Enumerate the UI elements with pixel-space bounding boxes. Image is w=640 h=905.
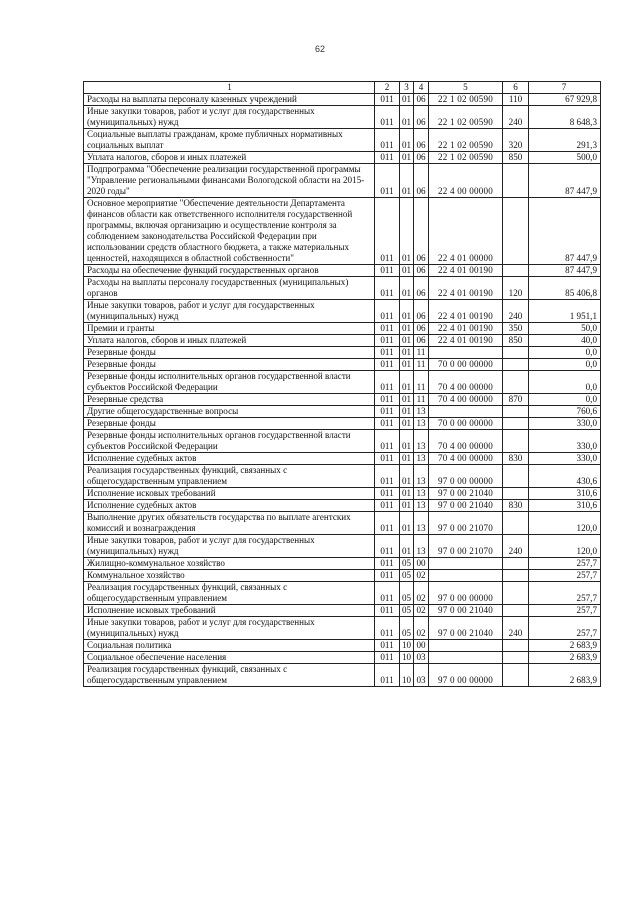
row-code-section: 05 <box>400 570 414 582</box>
row-code-expense-type <box>503 512 529 535</box>
row-amount: 257,7 <box>529 582 601 605</box>
row-code-section: 05 <box>400 558 414 570</box>
row-code-section: 01 <box>400 359 414 371</box>
row-code-subsection: 03 <box>414 664 429 687</box>
row-amount: 257,7 <box>529 605 601 617</box>
row-amount: 40,0 <box>529 335 601 347</box>
row-code-subsection: 06 <box>414 129 429 152</box>
row-code-expense-type: 830 <box>503 500 529 512</box>
table-header-row <box>84 82 601 94</box>
row-code-subsection: 11 <box>414 347 429 359</box>
row-code-section: 01 <box>400 371 414 394</box>
table-row <box>84 94 601 106</box>
column-header: 3 <box>400 82 414 94</box>
row-description: Иные закупки товаров, работ и услуг для государственных (муниципальных) нужд <box>84 300 375 323</box>
row-code-section: 01 <box>400 430 414 453</box>
row-code-admin: 011 <box>375 430 400 453</box>
row-code-subsection: 11 <box>414 359 429 371</box>
row-code-subsection: 00 <box>414 558 429 570</box>
row-code-target: 22 1 02 00590 <box>429 152 503 164</box>
row-description: Резервные фонды <box>84 359 375 371</box>
row-amount: 67 929,8 <box>529 94 601 106</box>
row-code-admin: 011 <box>375 300 400 323</box>
row-code-expense-type: 240 <box>503 300 529 323</box>
table-row <box>84 558 601 570</box>
table-row <box>84 323 601 335</box>
row-code-section: 01 <box>400 335 414 347</box>
row-code-admin: 011 <box>375 152 400 164</box>
row-code-expense-type: 240 <box>503 535 529 558</box>
row-code-expense-type <box>503 347 529 359</box>
row-code-expense-type <box>503 265 529 277</box>
row-code-admin: 011 <box>375 129 400 152</box>
row-code-subsection: 06 <box>414 152 429 164</box>
row-code-expense-type <box>503 198 529 265</box>
column-header: 4 <box>414 82 429 94</box>
row-description: Исполнение исковых требований <box>84 488 375 500</box>
row-code-subsection: 06 <box>414 300 429 323</box>
table-row <box>84 465 601 488</box>
table-body <box>84 94 601 687</box>
row-code-target: 22 4 01 00190 <box>429 335 503 347</box>
row-description: Иные закупки товаров, работ и услуг для государственных (муниципальных) нужд <box>84 535 375 558</box>
row-description: Выполнение других обязательств государства по выплате агентских комиссий и вознаграждения <box>84 512 375 535</box>
row-code-admin: 011 <box>375 558 400 570</box>
table-row <box>84 265 601 277</box>
page-number: 62 <box>314 44 325 54</box>
row-description: Реализация государственных функций, связанных с общегосударственным управлением <box>84 664 375 687</box>
row-code-subsection: 13 <box>414 430 429 453</box>
row-code-section: 01 <box>400 453 414 465</box>
row-amount: 2 683,9 <box>529 664 601 687</box>
row-description: Реализация государственных функций, связанных с общегосударственным управлением <box>84 465 375 488</box>
row-code-target <box>429 652 503 664</box>
row-description: Резервные фонды <box>84 347 375 359</box>
row-code-admin: 011 <box>375 106 400 129</box>
column-header: 1 <box>84 82 375 94</box>
row-code-section: 10 <box>400 640 414 652</box>
row-code-section: 01 <box>400 465 414 488</box>
row-code-section: 01 <box>400 394 414 406</box>
row-description: Социальное обеспечение населения <box>84 652 375 664</box>
table-row <box>84 394 601 406</box>
column-header: 2 <box>375 82 400 94</box>
row-code-expense-type: 870 <box>503 394 529 406</box>
row-amount: 0,0 <box>529 359 601 371</box>
row-code-target: 22 4 01 00190 <box>429 277 503 300</box>
row-description: Основное мероприятие "Обеспечение деятельности Департамента финансов области как ответственного исполнителя государственной программы, включая организацию и осуществление контроля за соблюдением законодательства Российской Федерации при использовании средств областного бюджета, а также материальных ценностей, находящихся в областной собственности" <box>84 198 375 265</box>
table-row <box>84 535 601 558</box>
row-description: Резервные фонды исполнительных органов государственной власти субъектов Российской Федерации <box>84 430 375 453</box>
row-description: Уплата налогов, сборов и иных платежей <box>84 152 375 164</box>
table-row <box>84 418 601 430</box>
row-description: Уплата налогов, сборов и иных платежей <box>84 335 375 347</box>
row-code-expense-type <box>503 664 529 687</box>
row-code-target: 70 0 00 00000 <box>429 418 503 430</box>
row-code-target: 97 0 00 00000 <box>429 664 503 687</box>
row-code-admin: 011 <box>375 347 400 359</box>
row-code-expense-type: 110 <box>503 94 529 106</box>
table-row <box>84 335 601 347</box>
row-code-admin: 011 <box>375 652 400 664</box>
row-code-admin: 011 <box>375 512 400 535</box>
table-row <box>84 106 601 129</box>
row-amount: 1 951,1 <box>529 300 601 323</box>
row-code-admin: 011 <box>375 198 400 265</box>
table-row <box>84 277 601 300</box>
row-code-section: 01 <box>400 347 414 359</box>
row-code-subsection: 06 <box>414 106 429 129</box>
row-code-section: 01 <box>400 323 414 335</box>
row-code-admin: 011 <box>375 359 400 371</box>
row-code-subsection: 13 <box>414 418 429 430</box>
row-code-expense-type <box>503 371 529 394</box>
table-row <box>84 347 601 359</box>
row-amount: 87 447,9 <box>529 265 601 277</box>
row-description: Расходы на обеспечение функций государственных органов <box>84 265 375 277</box>
row-code-target: 70 0 00 00000 <box>429 359 503 371</box>
row-code-expense-type <box>503 582 529 605</box>
row-code-admin: 011 <box>375 640 400 652</box>
row-description: Премии и гранты <box>84 323 375 335</box>
row-code-admin: 011 <box>375 164 400 198</box>
row-code-section: 01 <box>400 512 414 535</box>
table-row <box>84 500 601 512</box>
row-code-target: 97 0 00 00000 <box>429 465 503 488</box>
row-code-subsection: 02 <box>414 605 429 617</box>
row-amount: 2 683,9 <box>529 652 601 664</box>
row-code-subsection: 13 <box>414 535 429 558</box>
row-code-expense-type: 830 <box>503 453 529 465</box>
row-code-section: 01 <box>400 406 414 418</box>
row-code-subsection: 00 <box>414 640 429 652</box>
row-code-target: 97 0 00 21070 <box>429 512 503 535</box>
row-code-admin: 011 <box>375 406 400 418</box>
row-description: Исполнение судебных актов <box>84 453 375 465</box>
row-code-section: 01 <box>400 300 414 323</box>
column-header: 7 <box>529 82 601 94</box>
row-code-subsection: 11 <box>414 371 429 394</box>
row-description: Социальные выплаты гражданам, кроме публичных нормативных социальных выплат <box>84 129 375 152</box>
table-row <box>84 300 601 323</box>
table-row <box>84 430 601 453</box>
row-code-subsection: 13 <box>414 512 429 535</box>
row-code-subsection: 13 <box>414 406 429 418</box>
table-row <box>84 406 601 418</box>
row-code-admin: 011 <box>375 265 400 277</box>
row-description: Резервные средства <box>84 394 375 406</box>
row-amount: 330,0 <box>529 418 601 430</box>
row-code-subsection: 02 <box>414 582 429 605</box>
row-amount: 330,0 <box>529 453 601 465</box>
row-code-section: 05 <box>400 605 414 617</box>
row-amount: 0,0 <box>529 347 601 359</box>
table-row <box>84 164 601 198</box>
row-code-expense-type: 350 <box>503 323 529 335</box>
row-code-subsection: 11 <box>414 394 429 406</box>
row-code-target: 22 1 02 00590 <box>429 129 503 152</box>
row-code-expense-type <box>503 406 529 418</box>
row-description: Иные закупки товаров, работ и услуг для государственных (муниципальных) нужд <box>84 106 375 129</box>
row-description: Расходы на выплаты персоналу казенных учреждений <box>84 94 375 106</box>
row-amount: 330,0 <box>529 430 601 453</box>
row-code-target: 22 4 01 00190 <box>429 265 503 277</box>
row-amount: 120,0 <box>529 535 601 558</box>
row-code-admin: 011 <box>375 277 400 300</box>
row-amount: 500,0 <box>529 152 601 164</box>
row-code-target: 97 0 00 00000 <box>429 582 503 605</box>
row-code-target <box>429 406 503 418</box>
table-row <box>84 640 601 652</box>
row-description: Жилищно-коммунальное хозяйство <box>84 558 375 570</box>
row-code-admin: 011 <box>375 500 400 512</box>
row-description: Резервные фонды исполнительных органов государственной власти субъектов Российской Федерации <box>84 371 375 394</box>
row-amount: 87 447,9 <box>529 198 601 265</box>
row-code-section: 01 <box>400 500 414 512</box>
row-code-section: 01 <box>400 198 414 265</box>
budget-table <box>83 81 601 687</box>
column-header: 6 <box>503 82 529 94</box>
table-row <box>84 582 601 605</box>
row-amount: 50,0 <box>529 323 601 335</box>
row-code-expense-type <box>503 418 529 430</box>
table-row <box>84 488 601 500</box>
row-code-subsection: 06 <box>414 323 429 335</box>
row-code-target: 22 1 02 00590 <box>429 106 503 129</box>
row-code-admin: 011 <box>375 323 400 335</box>
table-row <box>84 605 601 617</box>
row-code-admin: 011 <box>375 582 400 605</box>
table-row <box>84 152 601 164</box>
row-code-expense-type <box>503 164 529 198</box>
row-code-section: 10 <box>400 652 414 664</box>
table-row <box>84 512 601 535</box>
row-code-section: 01 <box>400 152 414 164</box>
table-row <box>84 371 601 394</box>
table-row <box>84 570 601 582</box>
row-code-target: 70 4 00 00000 <box>429 430 503 453</box>
row-code-expense-type <box>503 488 529 500</box>
row-amount: 120,0 <box>529 512 601 535</box>
table-row <box>84 664 601 687</box>
row-code-expense-type: 850 <box>503 335 529 347</box>
row-code-section: 01 <box>400 164 414 198</box>
row-code-subsection: 13 <box>414 500 429 512</box>
row-code-section: 01 <box>400 418 414 430</box>
row-code-admin: 011 <box>375 465 400 488</box>
row-amount: 257,7 <box>529 570 601 582</box>
row-code-admin: 011 <box>375 664 400 687</box>
row-code-subsection: 02 <box>414 617 429 640</box>
row-code-target <box>429 347 503 359</box>
row-code-target <box>429 570 503 582</box>
row-code-target: 22 1 02 00590 <box>429 94 503 106</box>
row-code-section: 01 <box>400 94 414 106</box>
row-code-subsection: 13 <box>414 488 429 500</box>
row-code-expense-type: 120 <box>503 277 529 300</box>
row-code-expense-type <box>503 430 529 453</box>
table-row <box>84 453 601 465</box>
row-code-admin: 011 <box>375 335 400 347</box>
row-code-target: 22 4 00 00000 <box>429 164 503 198</box>
row-code-section: 01 <box>400 535 414 558</box>
row-code-subsection: 06 <box>414 164 429 198</box>
row-amount: 0,0 <box>529 394 601 406</box>
row-amount: 310,6 <box>529 500 601 512</box>
row-code-admin: 011 <box>375 570 400 582</box>
row-code-target: 70 4 00 00000 <box>429 371 503 394</box>
row-description: Коммунальное хозяйство <box>84 570 375 582</box>
row-amount: 257,7 <box>529 617 601 640</box>
table-row <box>84 198 601 265</box>
row-code-expense-type <box>503 558 529 570</box>
row-code-admin: 011 <box>375 453 400 465</box>
row-description: Реализация государственных функций, связанных с общегосударственным управлением <box>84 582 375 605</box>
row-description: Резервные фонды <box>84 418 375 430</box>
row-code-subsection: 06 <box>414 198 429 265</box>
row-code-admin: 011 <box>375 94 400 106</box>
row-code-subsection: 02 <box>414 570 429 582</box>
row-code-section: 01 <box>400 129 414 152</box>
row-description: Исполнение исковых требований <box>84 605 375 617</box>
row-code-expense-type <box>503 465 529 488</box>
row-amount: 87 447,9 <box>529 164 601 198</box>
row-code-admin: 011 <box>375 371 400 394</box>
row-code-admin: 011 <box>375 535 400 558</box>
row-description: Социальная политика <box>84 640 375 652</box>
row-code-section: 10 <box>400 664 414 687</box>
row-code-subsection: 06 <box>414 277 429 300</box>
row-code-target: 97 0 00 21040 <box>429 488 503 500</box>
row-code-section: 05 <box>400 582 414 605</box>
row-code-target <box>429 558 503 570</box>
row-code-target <box>429 640 503 652</box>
table-row <box>84 129 601 152</box>
row-code-subsection: 03 <box>414 652 429 664</box>
row-code-subsection: 06 <box>414 94 429 106</box>
row-code-section: 01 <box>400 277 414 300</box>
row-description: Иные закупки товаров, работ и услуг для государственных (муниципальных) нужд <box>84 617 375 640</box>
column-header: 5 <box>429 82 503 94</box>
row-code-target: 97 0 00 21040 <box>429 617 503 640</box>
row-amount: 430,6 <box>529 465 601 488</box>
row-code-admin: 011 <box>375 617 400 640</box>
row-code-expense-type: 850 <box>503 152 529 164</box>
row-code-subsection: 06 <box>414 265 429 277</box>
row-code-expense-type: 240 <box>503 617 529 640</box>
table-row <box>84 652 601 664</box>
row-code-expense-type: 240 <box>503 106 529 129</box>
row-code-subsection: 13 <box>414 465 429 488</box>
row-code-admin: 011 <box>375 605 400 617</box>
row-amount: 310,6 <box>529 488 601 500</box>
row-code-target: 22 4 01 00000 <box>429 198 503 265</box>
row-amount: 8 648,3 <box>529 106 601 129</box>
row-description: Исполнение судебных актов <box>84 500 375 512</box>
row-amount: 760,6 <box>529 406 601 418</box>
row-code-target: 97 0 00 21070 <box>429 535 503 558</box>
row-code-admin: 011 <box>375 418 400 430</box>
row-description: Расходы на выплаты персоналу государственных (муниципальных) органов <box>84 277 375 300</box>
row-code-expense-type <box>503 570 529 582</box>
row-amount: 257,7 <box>529 558 601 570</box>
row-code-expense-type <box>503 359 529 371</box>
row-amount: 291,3 <box>529 129 601 152</box>
row-code-section: 01 <box>400 265 414 277</box>
row-code-section: 05 <box>400 617 414 640</box>
row-code-target: 97 0 00 21040 <box>429 605 503 617</box>
row-code-section: 01 <box>400 106 414 129</box>
row-code-target: 70 4 00 00000 <box>429 453 503 465</box>
row-code-target: 22 4 01 00190 <box>429 323 503 335</box>
table-row <box>84 359 601 371</box>
row-amount: 85 406,8 <box>529 277 601 300</box>
row-code-expense-type: 320 <box>503 129 529 152</box>
row-code-section: 01 <box>400 488 414 500</box>
row-code-admin: 011 <box>375 488 400 500</box>
row-code-target: 97 0 00 21040 <box>429 500 503 512</box>
row-code-admin: 011 <box>375 394 400 406</box>
row-amount: 2 683,9 <box>529 640 601 652</box>
row-code-expense-type <box>503 640 529 652</box>
row-code-expense-type <box>503 652 529 664</box>
row-code-expense-type <box>503 605 529 617</box>
row-description: Другие общегосударственные вопросы <box>84 406 375 418</box>
row-amount: 0,0 <box>529 371 601 394</box>
row-code-subsection: 13 <box>414 453 429 465</box>
row-code-target: 70 4 00 00000 <box>429 394 503 406</box>
row-description: Подпрограмма "Обеспечение реализации государственной программы "Управление региональными финансами Вологодской области на 2015-2020 годы" <box>84 164 375 198</box>
row-code-subsection: 06 <box>414 335 429 347</box>
row-code-target: 22 4 01 00190 <box>429 300 503 323</box>
table-row <box>84 617 601 640</box>
